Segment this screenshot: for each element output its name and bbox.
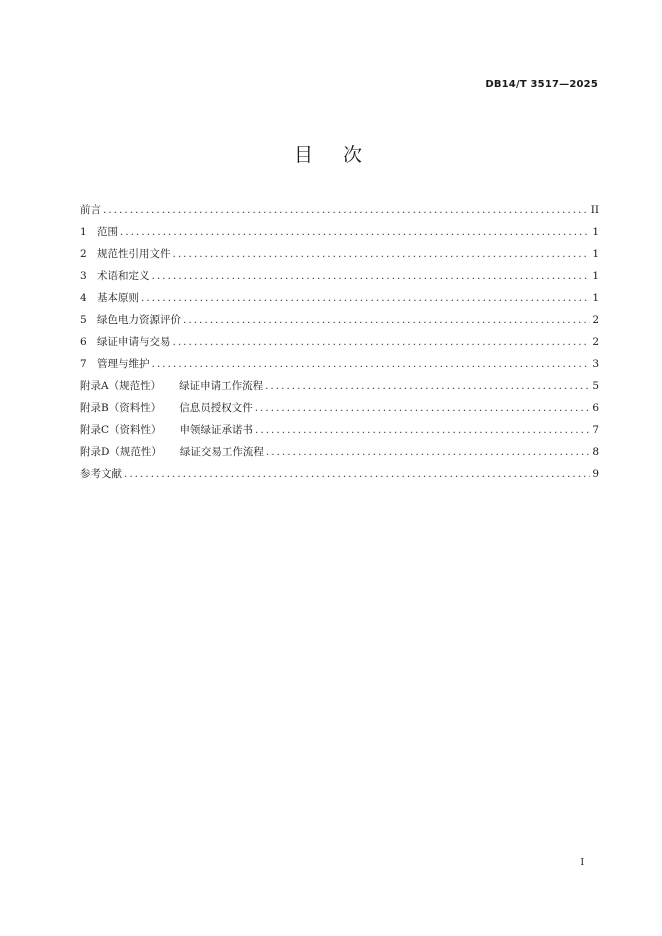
toc-item-number: 3 (80, 270, 87, 282)
toc-item-terms-definitions[interactable] (80, 265, 599, 287)
leader-dots (152, 353, 591, 375)
toc-item-label: 绿色电力资源评价 (97, 314, 181, 326)
toc-item-page: 7 (592, 424, 599, 436)
toc-item-label: 术语和定义 (97, 270, 150, 282)
document-code: DB14/T 3517—2025 (485, 79, 598, 90)
leader-dots (255, 397, 591, 419)
leader-dots (173, 243, 591, 265)
leader-dots (265, 375, 590, 397)
toc-item-label: 管理与维护 (97, 358, 150, 370)
table-of-contents (80, 199, 599, 485)
toc-item-page: 2 (592, 336, 599, 348)
toc-item-label: 绿证交易工作流程 (179, 446, 264, 458)
toc-item-number: 2 (80, 248, 87, 260)
toc-item-foreword[interactable] (80, 199, 599, 221)
toc-item-basic-principles[interactable] (80, 287, 599, 309)
leader-dots (255, 419, 590, 441)
leader-dots (124, 463, 590, 485)
toc-item-page: II (590, 204, 599, 216)
toc-item-resource-evaluation[interactable] (80, 309, 599, 331)
toc-item-number: 4 (80, 292, 87, 304)
toc-item-page: 6 (592, 402, 599, 414)
toc-item-certificate-application[interactable] (80, 331, 599, 353)
toc-item-number: 7 (80, 358, 87, 370)
toc-item-label: 绿证申请工作流程 (179, 380, 264, 392)
toc-item-appendix-d[interactable] (80, 441, 599, 463)
toc-item-management[interactable] (80, 353, 599, 375)
toc-item-page: 1 (592, 248, 599, 260)
toc-item-label: 规范性引用文件 (97, 248, 171, 260)
leader-dots (103, 199, 589, 221)
toc-item-bibliography[interactable] (80, 463, 599, 485)
toc-item-page: 3 (592, 358, 599, 370)
leader-dots (183, 309, 590, 331)
toc-item-label: 申领绿证承诺书 (179, 424, 254, 436)
toc-item-number: 1 (80, 226, 87, 238)
toc-item-scope[interactable] (80, 221, 599, 243)
toc-item-page: 2 (592, 314, 599, 326)
toc-item-appendix-c[interactable] (80, 419, 599, 441)
leader-dots (173, 331, 591, 353)
toc-item-page: 8 (592, 446, 599, 458)
toc-item-normative-references[interactable] (80, 243, 599, 265)
toc-item-label: 绿证申请与交易 (97, 336, 171, 348)
toc-item-appendix-prefix: 附录C（资料性） (80, 424, 162, 436)
toc-item-label: 参考文献 (80, 468, 122, 480)
toc-item-appendix-prefix: 附录D（规范性） (80, 446, 162, 458)
page-title: 目次 (293, 144, 392, 166)
toc-item-label: 基本原则 (97, 292, 139, 304)
toc-item-appendix-prefix: 附录B（资料性） (80, 402, 162, 414)
toc-item-label: 范围 (97, 226, 118, 238)
toc-item-page: 1 (592, 270, 599, 282)
toc-item-appendix-prefix: 附录A（规范性） (80, 380, 162, 392)
toc-item-page: 1 (592, 292, 599, 304)
toc-item-appendix-a[interactable] (80, 375, 599, 397)
leader-dots (266, 441, 590, 463)
toc-item-appendix-b[interactable] (80, 397, 599, 419)
toc-item-page: 5 (592, 380, 599, 392)
leader-dots (152, 265, 591, 287)
leader-dots (120, 221, 590, 243)
toc-item-number: 6 (80, 336, 87, 348)
page-number: I (580, 858, 584, 868)
toc-item-page: 1 (592, 226, 599, 238)
leader-dots (141, 287, 590, 309)
toc-item-label: 前言 (80, 204, 101, 216)
toc-item-number: 5 (80, 314, 87, 326)
toc-item-label: 信息员授权文件 (179, 402, 253, 414)
toc-item-page: 9 (592, 468, 599, 480)
